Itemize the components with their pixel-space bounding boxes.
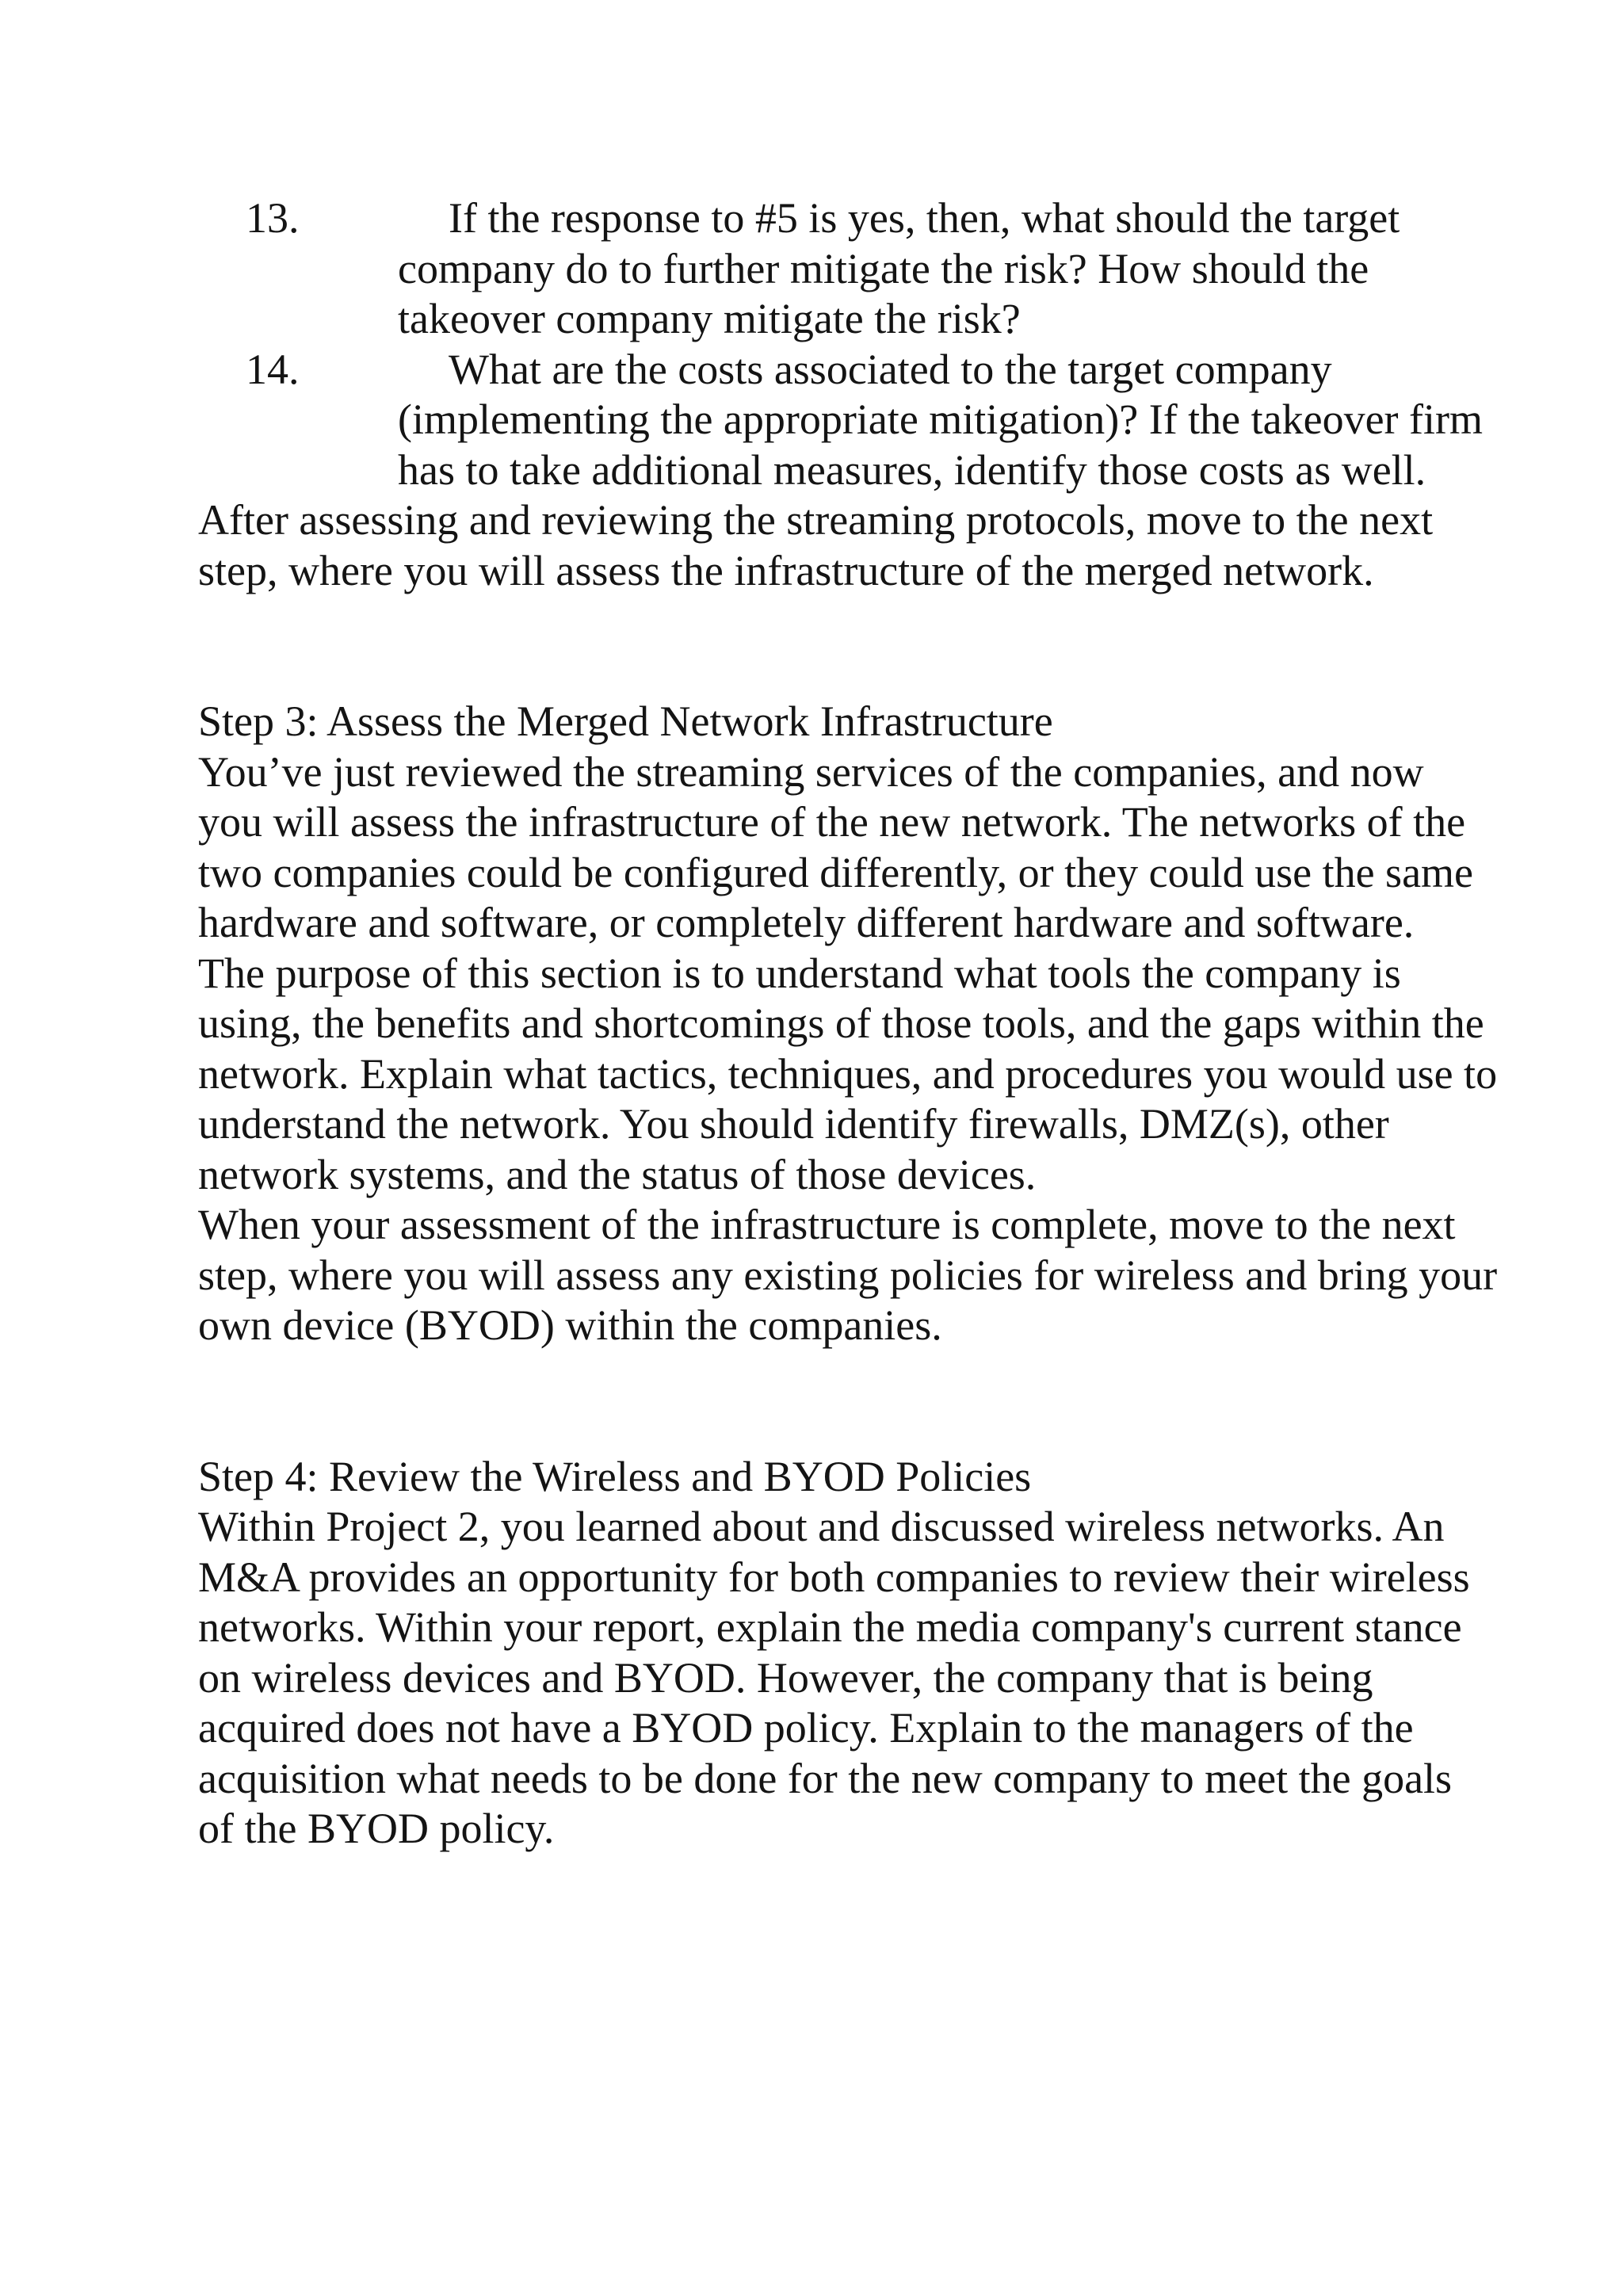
list-item-line: company do to further mitigate the risk? How should the — [398, 244, 1369, 292]
section-spacer — [198, 596, 1498, 697]
step3-heading: Step 3: Assess the Merged Network Infrastructure — [198, 697, 1053, 745]
list-item-14 — [198, 345, 1498, 496]
step4-heading: Step 4: Review the Wireless and BYOD Policies — [198, 1452, 1032, 1500]
document-body — [198, 193, 1498, 1855]
list-item-line: (implementing the appropriate mitigation)? If the takeover firm — [398, 395, 1484, 443]
step3-paragraph-1: You’ve just reviewed the streaming services of the companies, and now you will assess the infrastructure of the new network. The networks of the two companies could be configured differently, or they could use the same hardware and software, or completely different hardware and software. — [198, 747, 1474, 946]
list-item-line: If the response to #5 is yes, then, what should the target — [449, 194, 1400, 242]
step3-paragraph-3: When your assessment of the infrastructure is complete, move to the next step, where you will assess any existing policies for wireless and bring your own device (BYOD) within the companies. — [198, 1201, 1498, 1349]
step3-paragraph-2: The purpose of this section is to understand what tools the company is using, the benefits and shortcomings of those tools, and the gaps within the network. Explain what tactics, techniques, and procedures you would use to understand the network. You should identify firewalls, DMZ(s), other network systems, and the status of those devices. — [198, 949, 1498, 1198]
step4-paragraph-1: Within Project 2, you learned about and discussed wireless networks. An M&A provides an opportunity for both companies to review their wireless networks. Within your report, explain the media company's current stance on wireless devices and BYOD. However, the company that is being acquired does not have a BYOD policy. Explain to the managers of the acquisition what needs to be done for the new company to meet the goals of the BYOD policy. — [198, 1503, 1470, 1852]
list-item-13 — [198, 193, 1498, 345]
list-item-number: 14. — [246, 345, 300, 393]
list-item-line: takeover company mitigate the risk? — [398, 295, 1021, 342]
list-item-number: 13. — [246, 194, 300, 242]
list-item-line: What are the costs associated to the target company — [449, 345, 1332, 393]
list-item-line: has to take additional measures, identify those costs as well. — [398, 445, 1426, 494]
transition-paragraph: After assessing and reviewing the streaming protocols, move to the next step, where you will assess the infrastructure of the merged network. — [198, 496, 1434, 594]
section-spacer — [198, 1351, 1498, 1452]
